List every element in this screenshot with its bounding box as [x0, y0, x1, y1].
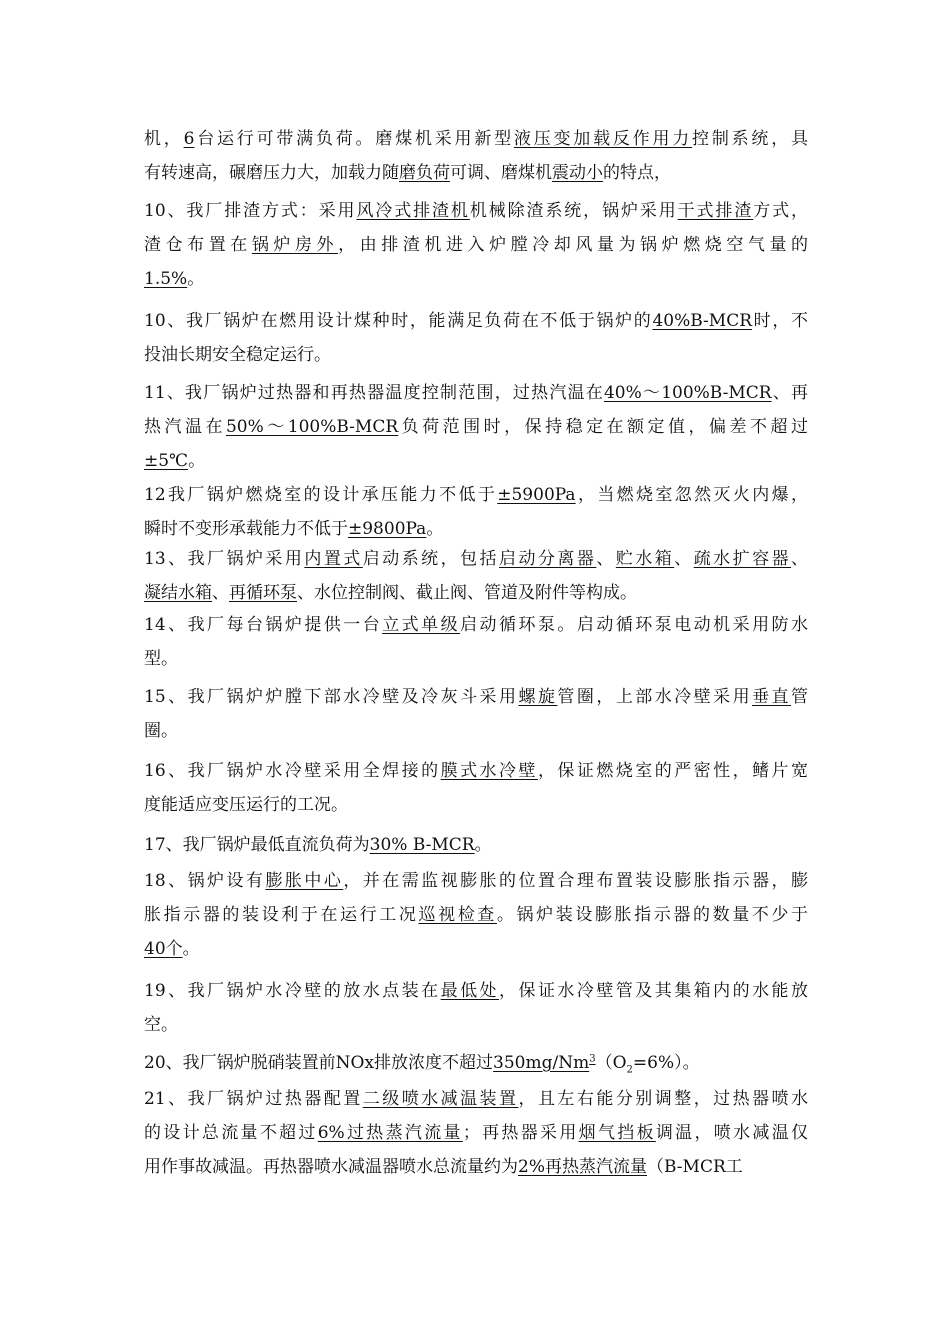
- text-line: [144, 898, 808, 932]
- fill-in-answer: 6: [183, 129, 195, 149]
- text-segment: ，保证燃烧室的严密性，鳍片宽: [537, 761, 809, 781]
- text-segment: 有转速高，碾磨压力大，加载力随: [144, 163, 399, 183]
- text-segment: 热汽温在: [144, 417, 226, 437]
- text-line: [144, 608, 808, 642]
- text-segment: 控制系统，具: [692, 129, 809, 149]
- text-segment: 。: [426, 519, 444, 539]
- text-line: [144, 410, 808, 444]
- text-segment: 15、我厂锅炉炉膛下部水冷壁及冷灰斗采用: [144, 687, 519, 707]
- fill-in-answer: 震动小: [552, 163, 603, 183]
- paragraph-item-10-slag: [144, 194, 808, 296]
- text-line: [144, 680, 808, 714]
- text-segment: 。: [187, 269, 205, 289]
- text-line: [144, 542, 808, 576]
- fill-in-answer: ±5900Pa: [497, 485, 576, 505]
- text-line: [144, 262, 808, 296]
- text-line: [144, 304, 808, 338]
- text-segment: ，并在需监视膨胀的位置合理布置装设膨胀指示器，膨: [343, 871, 809, 891]
- paragraph-item-15: [144, 680, 808, 748]
- text-line: [144, 788, 808, 822]
- fill-in-answer: 立式: [382, 615, 422, 635]
- text-segment: 21、我厂锅炉过热器配置: [144, 1089, 363, 1109]
- fill-in-answer: 启动分离器: [499, 549, 597, 569]
- text-segment: 19、我厂锅炉水冷壁的放水点装在: [144, 981, 441, 1001]
- text-line: [144, 974, 808, 1008]
- fill-in-answer: 螺旋: [518, 687, 558, 707]
- text-segment: 胀指示器的装设利于在运行工况: [144, 905, 419, 925]
- text-line: [144, 1082, 808, 1116]
- fill-in-answer: 烟气挡板: [578, 1123, 656, 1143]
- text-segment: 管圈，上部水冷壁采用: [557, 687, 753, 707]
- text-segment: 16、我厂锅炉水冷壁采用全焊接的: [144, 761, 441, 781]
- text-segment: 圈。: [144, 721, 178, 741]
- paragraph-item-13: [144, 542, 808, 610]
- text-segment: 的特点，: [603, 163, 671, 183]
- paragraph-item-18: [144, 864, 808, 966]
- fill-in-answer: ±5℃: [144, 451, 189, 471]
- text-segment: 机，: [144, 129, 184, 149]
- fill-in-answer: 干式排渣: [677, 201, 754, 221]
- text-line: [144, 478, 808, 512]
- text-line: [144, 338, 808, 372]
- text-segment: 13、我厂锅炉采用: [144, 549, 305, 569]
- fill-in-answer: 内置式: [304, 549, 363, 569]
- text-segment: 启动循环泵。启动循环泵电动机采用防水: [460, 615, 809, 635]
- text-segment: 。: [474, 835, 492, 855]
- paragraph-item-14: [144, 608, 808, 676]
- text-segment: 时，不: [752, 311, 808, 331]
- text-segment: 17、我厂锅炉最低直流负荷为: [144, 835, 370, 855]
- paragraph-item-16: [144, 754, 808, 822]
- text-segment: 、: [674, 549, 694, 569]
- paragraph-item-20: [144, 1046, 808, 1080]
- text-line: [144, 444, 808, 478]
- fill-in-answer: 液压变加载反作用力: [513, 129, 693, 149]
- fill-in-answer: 40%B-MCR: [652, 311, 753, 331]
- text-segment: ，当燃烧室忽然灭火内爆，: [575, 485, 808, 505]
- text-segment: 10、我厂排渣方式：采用: [144, 201, 357, 221]
- text-line: [144, 228, 808, 262]
- text-segment: 启动系统，包括: [362, 549, 500, 569]
- text-segment: ；再热器采用: [462, 1123, 579, 1143]
- fill-in-answer: 3: [589, 1053, 596, 1065]
- fill-in-answer: 风冷式排渣机: [356, 201, 470, 221]
- fill-in-answer: 50%～100%B-MCR: [225, 417, 399, 437]
- text-line: [144, 156, 808, 190]
- text-segment: 20、我厂锅炉脱硝装置前NOx排放浓度不超过: [144, 1053, 494, 1073]
- text-line: [144, 576, 808, 610]
- text-segment: 用作事故减温。再热器喷水减温器喷水总流量约为: [144, 1157, 518, 1177]
- paragraph-item-10-load: [144, 304, 808, 372]
- text-segment: 管: [791, 687, 809, 707]
- fill-in-answer: 最低处: [440, 981, 500, 1001]
- text-segment: 台运行可带满负荷。磨煤机采用新型: [194, 129, 514, 149]
- text-line: [144, 714, 808, 748]
- text-line: [144, 512, 808, 546]
- text-segment: 12我厂锅炉燃烧室的设计承压能力不低于: [144, 485, 498, 505]
- text-segment: （O: [595, 1053, 627, 1073]
- text-segment: 、水位控制阀、截止阀、管道及附件等构成。: [297, 583, 637, 603]
- text-segment: 方式，: [753, 201, 809, 221]
- text-segment: 瞬时不变形承载能力不低于: [144, 519, 348, 539]
- text-segment: =6%）。: [632, 1053, 700, 1073]
- fill-in-answer: 1.5%: [144, 269, 188, 289]
- text-line: [144, 376, 808, 410]
- paragraph-item-17: [144, 828, 808, 862]
- fill-in-answer: 巡视检查: [418, 905, 497, 925]
- text-line: [144, 642, 808, 676]
- fill-in-answer: 疏水扩容器: [693, 549, 792, 569]
- text-segment: （B-MCR工: [646, 1157, 743, 1177]
- text-segment: 空。: [144, 1015, 178, 1035]
- fill-in-answer: 再循环泵: [229, 583, 297, 603]
- fill-in-answer: 30% B-MCR: [369, 835, 475, 855]
- text-line: [144, 1046, 808, 1080]
- paragraph-item-21: [144, 1082, 808, 1184]
- text-segment: 的设计总流量不超过: [144, 1123, 318, 1143]
- text-segment: 10、我厂锅炉在燃用设计煤种时，能满足负荷在不低于锅炉的: [144, 311, 653, 331]
- text-segment: 。锅炉装设膨胀指示器的数量不少于: [496, 905, 809, 925]
- fill-in-answer: 膜式水冷壁: [440, 761, 538, 781]
- paragraph-item-11: [144, 376, 808, 478]
- text-segment: 11、我厂锅炉过热器和再热器温度控制范围，过热汽温在: [144, 383, 604, 403]
- text-segment: ，保证水冷壁管及其集箱内的水能放: [499, 981, 809, 1001]
- fill-in-answer: 贮水箱: [615, 549, 675, 569]
- fill-in-answer: 单级: [421, 615, 461, 635]
- text-segment: 负荷范围时，保持稳定在额定值，偏差不超过: [398, 417, 809, 437]
- text-segment: 。: [182, 939, 200, 959]
- text-line: [144, 1150, 808, 1184]
- text-segment: ，由排渣机进入炉膛冷却风量为锅炉燃烧空气量的: [338, 235, 809, 255]
- text-segment: 调温，喷水减温仅: [655, 1123, 808, 1143]
- text-segment: 型。: [144, 649, 178, 669]
- fill-in-answer: 2%再热蒸汽流量: [518, 1157, 647, 1177]
- fill-in-answer: 膨胀中心: [265, 871, 344, 891]
- fill-in-answer: 凝结水箱: [144, 583, 212, 603]
- fill-in-answer: 垂直: [752, 687, 792, 707]
- paragraph-mill-control: [144, 122, 808, 190]
- paragraph-item-19: [144, 974, 808, 1042]
- text-line: [144, 864, 808, 898]
- text-segment: ，且左右能分别调整，过热器喷水: [518, 1089, 809, 1109]
- text-line: [144, 828, 808, 862]
- paragraph-item-12: [144, 478, 808, 546]
- text-line: [144, 194, 808, 228]
- text-segment: 、: [596, 549, 616, 569]
- text-line: [144, 122, 808, 156]
- fill-in-answer: 6%过热蒸汽流量: [317, 1123, 463, 1143]
- text-segment: 度能适应变压运行的工况。: [144, 795, 348, 815]
- fill-in-answer: ±9800Pa: [348, 519, 427, 539]
- text-line: [144, 754, 808, 788]
- fill-in-answer: 二级喷水减温装置: [362, 1089, 519, 1109]
- fill-in-answer: 磨负荷: [399, 163, 450, 183]
- text-segment: 、: [212, 583, 229, 603]
- text-segment: 可调、磨煤机: [450, 163, 552, 183]
- text-line: [144, 1116, 808, 1150]
- text-line: [144, 932, 808, 966]
- text-segment: 机械除渣系统，锅炉采用: [469, 201, 678, 221]
- text-segment: 、再: [771, 383, 809, 403]
- fill-in-answer: 40个: [144, 939, 183, 959]
- text-segment: 投油长期安全稳定运行。: [144, 345, 331, 365]
- text-segment: 14、我厂每台锅炉提供一台: [144, 615, 383, 635]
- text-line: [144, 1008, 808, 1042]
- text-segment: 、: [791, 549, 809, 569]
- fill-in-answer: 350mg/Nm: [493, 1053, 590, 1073]
- text-segment: 18、锅炉设有: [144, 871, 266, 891]
- fill-in-answer: 锅炉房外: [251, 235, 339, 255]
- fill-in-answer: 40%～100%B-MCR: [603, 383, 772, 403]
- text-segment: 2: [626, 1064, 633, 1076]
- text-segment: 渣仓布置在: [144, 235, 252, 255]
- text-segment: 。: [188, 451, 206, 471]
